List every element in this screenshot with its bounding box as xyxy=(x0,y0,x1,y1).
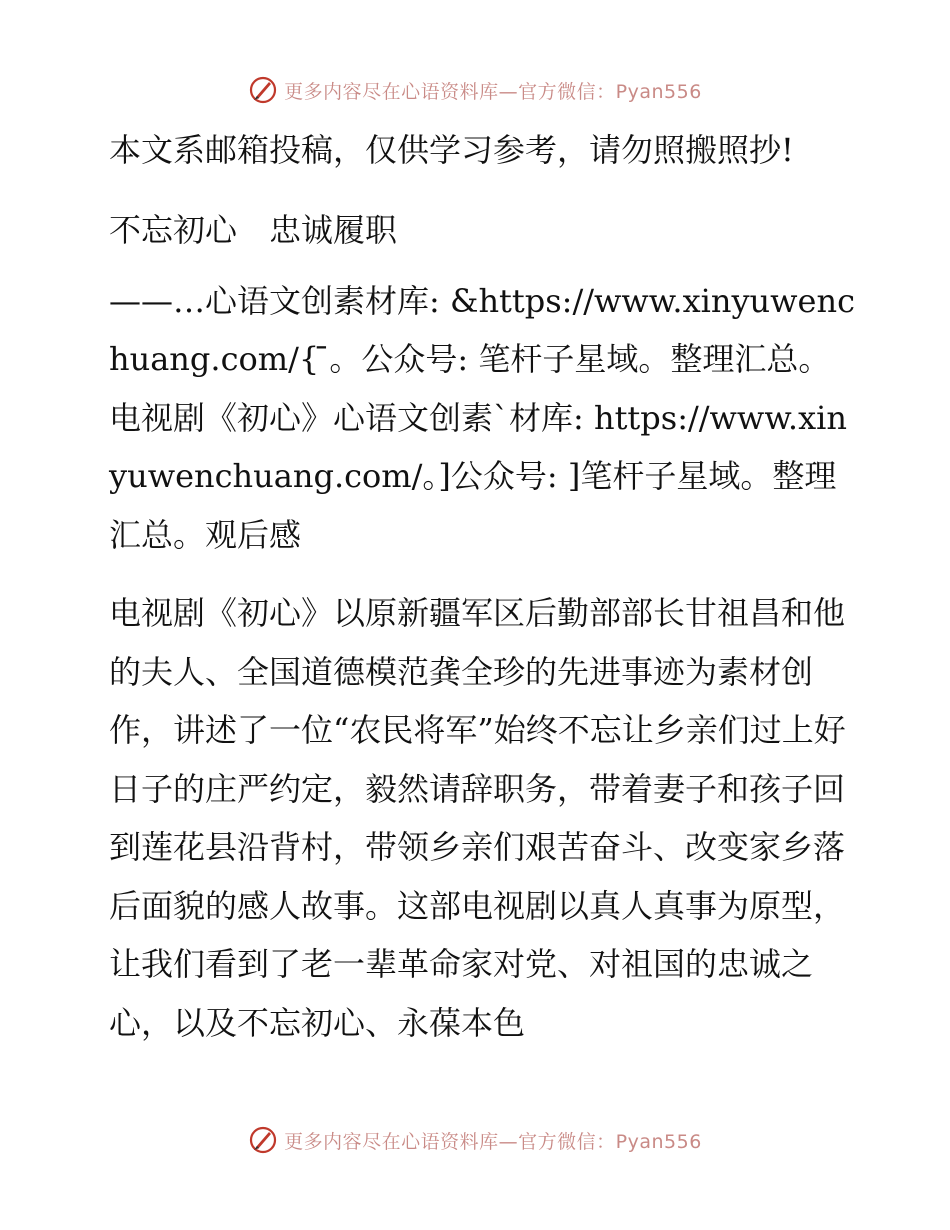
watermark-group xyxy=(248,75,702,105)
source-paragraph: ——…心语文创素材库: &https://www.xinyuwenchuang.com/{ ̄。公众号: 笔杆子星域。整理汇总。电视剧《初心》心语文创素`材库: https://www.xinyuwenchuang.com/。]公众号: ]笔杆子星域。整理汇总。观后感 xyxy=(109,281,856,554)
article-title: 不忘初心 忠诚履职 xyxy=(109,211,398,249)
body-paragraph: 电视剧《初心》以原新疆军区后勤部部长甘祖昌和他的夫人、全国道德模范龚全珍的先进事迹为素材创作，讲述了一位“农民将军”始终不忘让乡亲们过上好日子的庄严约定，毅然请辞职务，带着妻子和孩子回到莲花县沿背村，带领乡亲们艰苦奋斗、改变家乡落后面貌的感人故事。这部电视剧以真人真事为原型，让我们看到了老一辈革命家对党、对祖国的忠诚之心，以及不忘初心、永葆本色 xyxy=(109,594,846,1042)
header-watermark xyxy=(0,70,950,110)
watermark-group-footer xyxy=(248,1125,702,1155)
document-body xyxy=(97,124,857,1066)
notice-paragraph: 本文系邮箱投稿，仅供学习参考，请勿照搬照抄! xyxy=(109,131,794,169)
quill-pen-logo-icon xyxy=(248,1125,278,1155)
quill-pen-logo-icon xyxy=(248,75,278,105)
watermark-text: 更多内容尽在心语资料库—官方微信：Pyan556 xyxy=(284,80,702,103)
watermark-text-footer: 更多内容尽在心语资料库—官方微信：Pyan556 xyxy=(284,1130,702,1153)
footer-watermark xyxy=(0,1120,950,1160)
